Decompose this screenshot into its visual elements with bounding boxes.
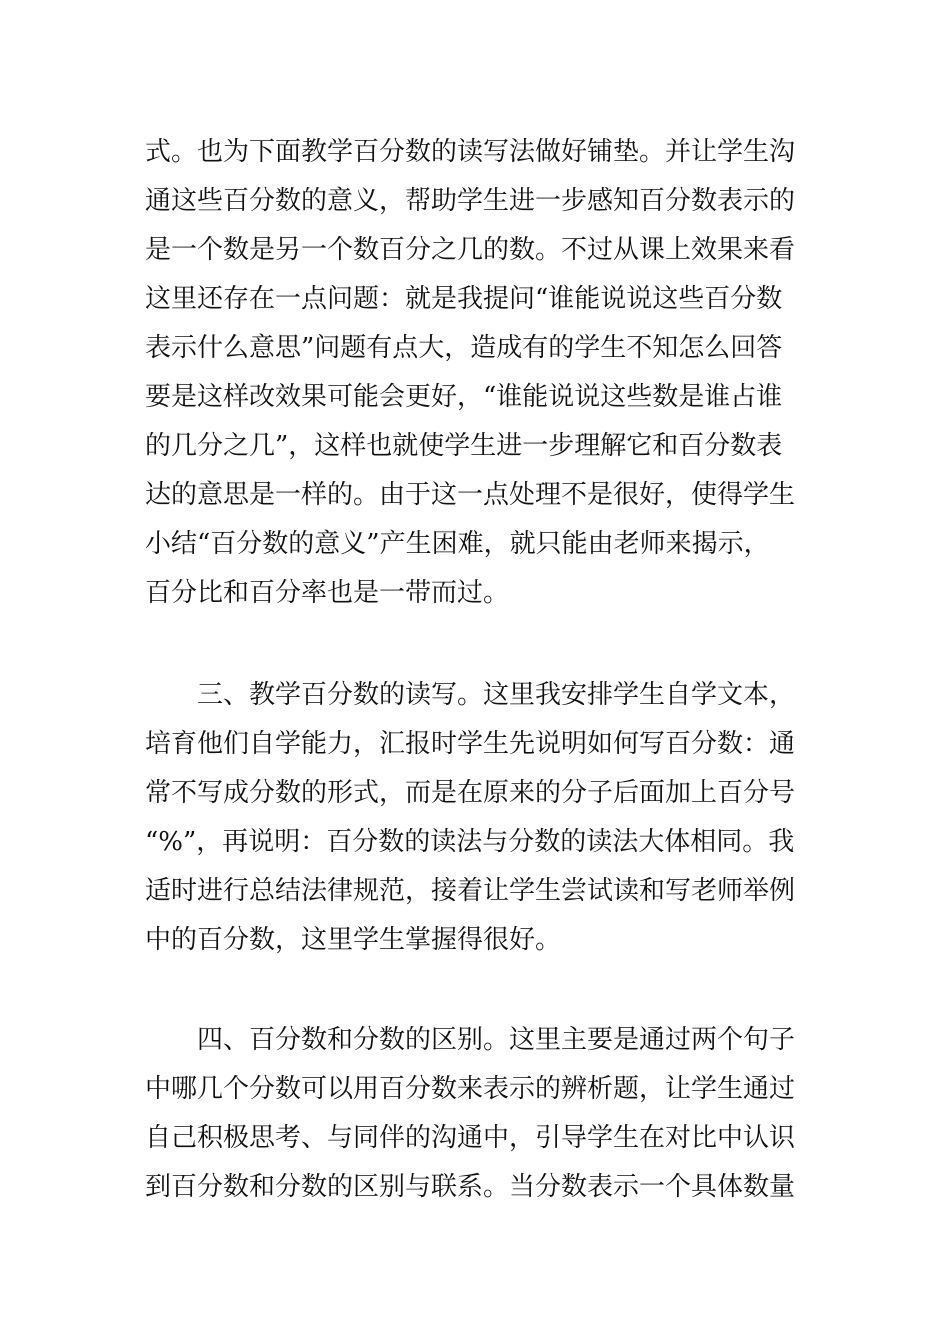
- text-line: 三、教学百分数的读写。这里我安排学生自学文本，: [197, 680, 796, 710]
- text-line: 中的百分数，这里学生掌握得很好。: [145, 925, 562, 955]
- text-line: 表示什么意思”问题有点大，造成有的学生不知怎么回答: [145, 333, 783, 363]
- paragraph-section-four: [145, 1016, 825, 1212]
- text-line: “%”，再说明：百分数的读法与分数的读法大体相同。我: [145, 827, 795, 857]
- text-line: 通这些百分数的意义，帮助学生进一步感知百分数表示的: [145, 186, 796, 216]
- text-line: 要是这样改效果可能会更好，“谁能说说这些数是谁占谁: [145, 382, 783, 412]
- text-line: 四、百分数和分数的区别。这里主要是通过两个句子: [197, 1025, 796, 1055]
- text-line: 自己积极思考、与同伴的沟通中，引导学生在对比中认识: [145, 1123, 796, 1153]
- text-line: 小结“百分数的意义”产生困难，就只能由老师来揭示，: [145, 529, 770, 559]
- text-line: 适时进行总结法律规范，接着让学生尝试读和写老师举例: [145, 876, 796, 906]
- text-line: 常不写成分数的形式，而是在原来的分子后面加上百分号: [145, 778, 796, 808]
- text-line: 达的意思是一样的。由于这一点处理不是很好，使得学生: [145, 480, 796, 510]
- text-line: 式。也为下面教学百分数的读写法做好铺垫。并让学生沟: [145, 137, 796, 167]
- text-line: 培育他们自学能力，汇报时学生先说明如何写百分数：通: [145, 729, 796, 759]
- paragraph-section-three: [145, 671, 825, 965]
- text-line: 中哪几个分数可以用百分数来表示的辨析题，让学生通过: [145, 1074, 796, 1104]
- text-line: 百分比和百分率也是一带而过。: [145, 578, 510, 608]
- paragraph-continuation: [145, 128, 825, 618]
- text-line: 这里还存在一点问题：就是我提问“谁能说说这些百分数: [145, 284, 783, 314]
- text-line: 的几分之几”，这样也就使学生进一步理解它和百分数表: [145, 431, 783, 461]
- text-line: 到百分数和分数的区别与联系。当分数表示一个具体数量: [145, 1172, 796, 1202]
- text-line: 是一个数是另一个数百分之几的数。不过从课上效果来看: [145, 235, 796, 265]
